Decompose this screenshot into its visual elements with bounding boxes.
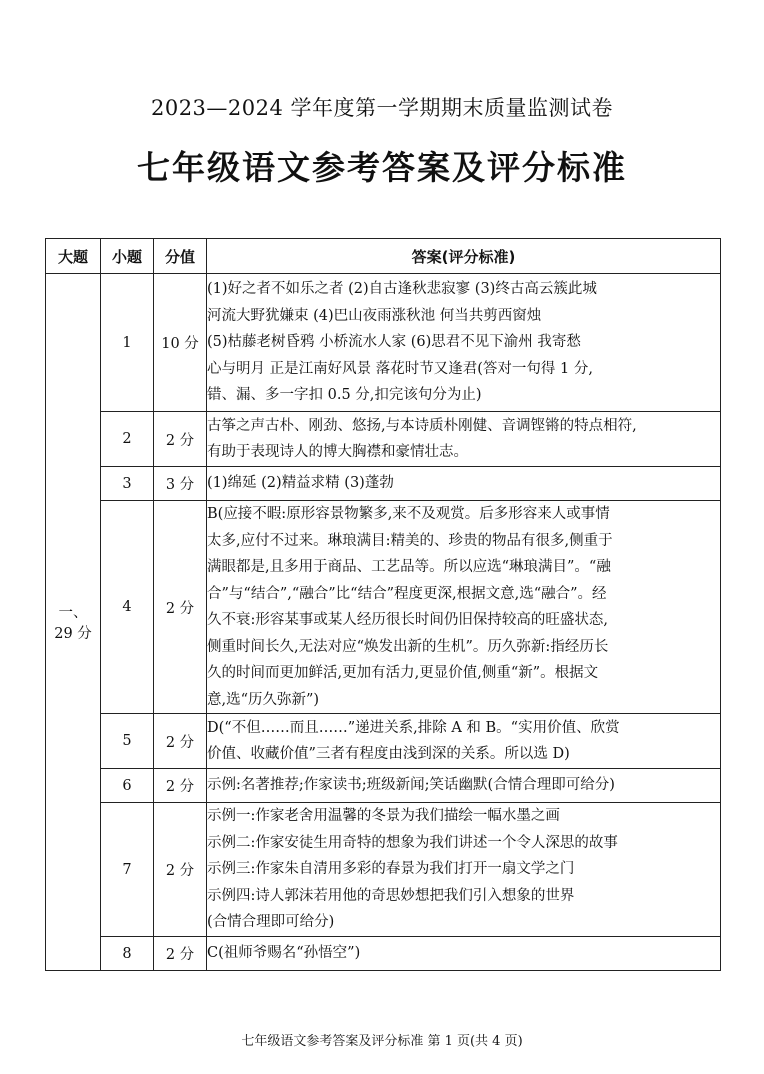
answer-line: 合”与“结合”,“融合”比“结合”程度更深,根据文意,选“融合”。经: [207, 585, 607, 602]
question-number: 4: [101, 501, 154, 714]
answer-line: 示例一:作家老舍用温馨的冬景为我们描绘一幅水墨之画: [207, 808, 560, 825]
answer-line: 示例二:作家安徒生用奇特的想象为我们讲述一个令人深思的故事: [207, 834, 618, 851]
section-label: 一、: [58, 605, 88, 621]
table-row: [46, 769, 721, 803]
table-row: [46, 714, 721, 769]
section-score: 29 分: [54, 626, 92, 642]
answer-line: (1)好之者不如乐之者 (2)自古逢秋悲寂寥 (3)终古高云簇此城: [207, 281, 597, 298]
exam-title: 2023—2024 学年度第一学期期末质量监测试卷: [150, 96, 614, 120]
answer-line: 有助于表现诗人的博大胸襟和豪情壮志。: [207, 444, 468, 460]
answer-line: (1)绵延 (2)精益求精 (3)蓬勃: [207, 475, 394, 492]
answer-cell: [207, 412, 721, 467]
question-number: 3: [101, 467, 154, 501]
answer-cell: [207, 274, 721, 412]
section-cell: [46, 274, 101, 971]
answer-table: [45, 238, 721, 971]
question-points: 3 分: [154, 467, 207, 501]
answer-line: 示例:名著推荐;作家读书;班级新闻;笑话幽默(合情合理即可给分): [207, 777, 615, 794]
answer-line: 示例四:诗人郭沫若用他的奇思妙想把我们引入想象的世界: [207, 887, 575, 904]
answer-line: (合情合理即可给分): [207, 914, 335, 931]
answer-line: 久不衰:形容某事或某人经历很长时间仍旧保持较高的旺盛状态,: [207, 612, 608, 628]
answer-line: 示例三:作家朱自清用多彩的春景为我们打开一扇文学之门: [207, 861, 575, 878]
question-points: 2 分: [154, 769, 207, 803]
answer-line: 意,选“历久弥新”): [207, 691, 320, 708]
header-question: 小题: [101, 239, 154, 274]
answer-line: 心与明月 正是江南好风景 落花时节又逢君(答对一句得 1 分,: [207, 360, 593, 377]
answer-line: (5)枯藤老树昏鸦 小桥流水人家 (6)思君不见下渝州 我寄愁: [207, 334, 581, 351]
answer-cell: [207, 769, 721, 803]
question-points: 2 分: [154, 501, 207, 714]
table-header-row: [46, 239, 721, 274]
answer-line: 河流大野犹嫌束 (4)巴山夜雨涨秋池 何当共剪西窗烛: [207, 307, 542, 324]
answer-cell: [207, 467, 721, 501]
question-points: 2 分: [154, 937, 207, 971]
table-row: [46, 467, 721, 501]
table-row: [46, 412, 721, 467]
answer-line: D(“不但……而且……”递进关系,排除 A 和 B。“实用价值、欣赏: [207, 719, 620, 736]
question-number: 6: [101, 769, 154, 803]
answer-cell: [207, 803, 721, 937]
table-row: [46, 501, 721, 714]
header-points: 分值: [154, 239, 207, 274]
question-points: 10 分: [154, 274, 207, 412]
question-number: 8: [101, 937, 154, 971]
answer-cell: [207, 714, 721, 769]
answer-line: 错、漏、多一字扣 0.5 分,扣完该句分为止): [207, 387, 482, 404]
table-body: [46, 274, 721, 971]
table-row: [46, 937, 721, 971]
table-row: [46, 274, 721, 412]
question-points: 2 分: [154, 714, 207, 769]
answer-line: 久的时间而更加鲜活,更加有活力,更显价值,侧重“新”。根据文: [207, 665, 599, 681]
header-section: 大题: [46, 239, 101, 274]
answer-cell: [207, 937, 721, 971]
question-points: 2 分: [154, 803, 207, 937]
question-number: 2: [101, 412, 154, 467]
answer-cell: [207, 501, 721, 714]
answer-line: B(应接不暇:原形容景物繁多,来不及观赏。后多形容来人或事情: [207, 506, 610, 522]
answer-line: C(祖师爷赐名“孙悟空”): [207, 945, 361, 962]
page-footer: 七年级语文参考答案及评分标准 第 1 页(共 4 页): [241, 1034, 523, 1049]
answer-line: 价值、收藏价值”三者有程度由浅到深的关系。所以选 D): [207, 746, 570, 762]
document-subtitle: 七年级语文参考答案及评分标准: [137, 148, 627, 187]
answer-line: 满眼都是,且多用于商品、工艺品等。所以应选“琳琅满目”。“融: [207, 559, 611, 575]
question-number: 5: [101, 714, 154, 769]
question-points: 2 分: [154, 412, 207, 467]
question-number: 7: [101, 803, 154, 937]
answer-line: 古筝之声古朴、刚劲、悠扬,与本诗质朴刚健、音调铿锵的特点相符,: [207, 417, 637, 434]
answer-line: 太多,应付不过来。琳琅满目:精美的、珍贵的物品有很多,侧重于: [207, 532, 613, 549]
answer-line: 侧重时间长久,无法对应“焕发出新的生机”。历久弥新:指经历长: [207, 638, 609, 655]
table-row: [46, 803, 721, 937]
header-answer: 答案(评分标准): [207, 239, 721, 274]
question-number: 1: [101, 274, 154, 412]
